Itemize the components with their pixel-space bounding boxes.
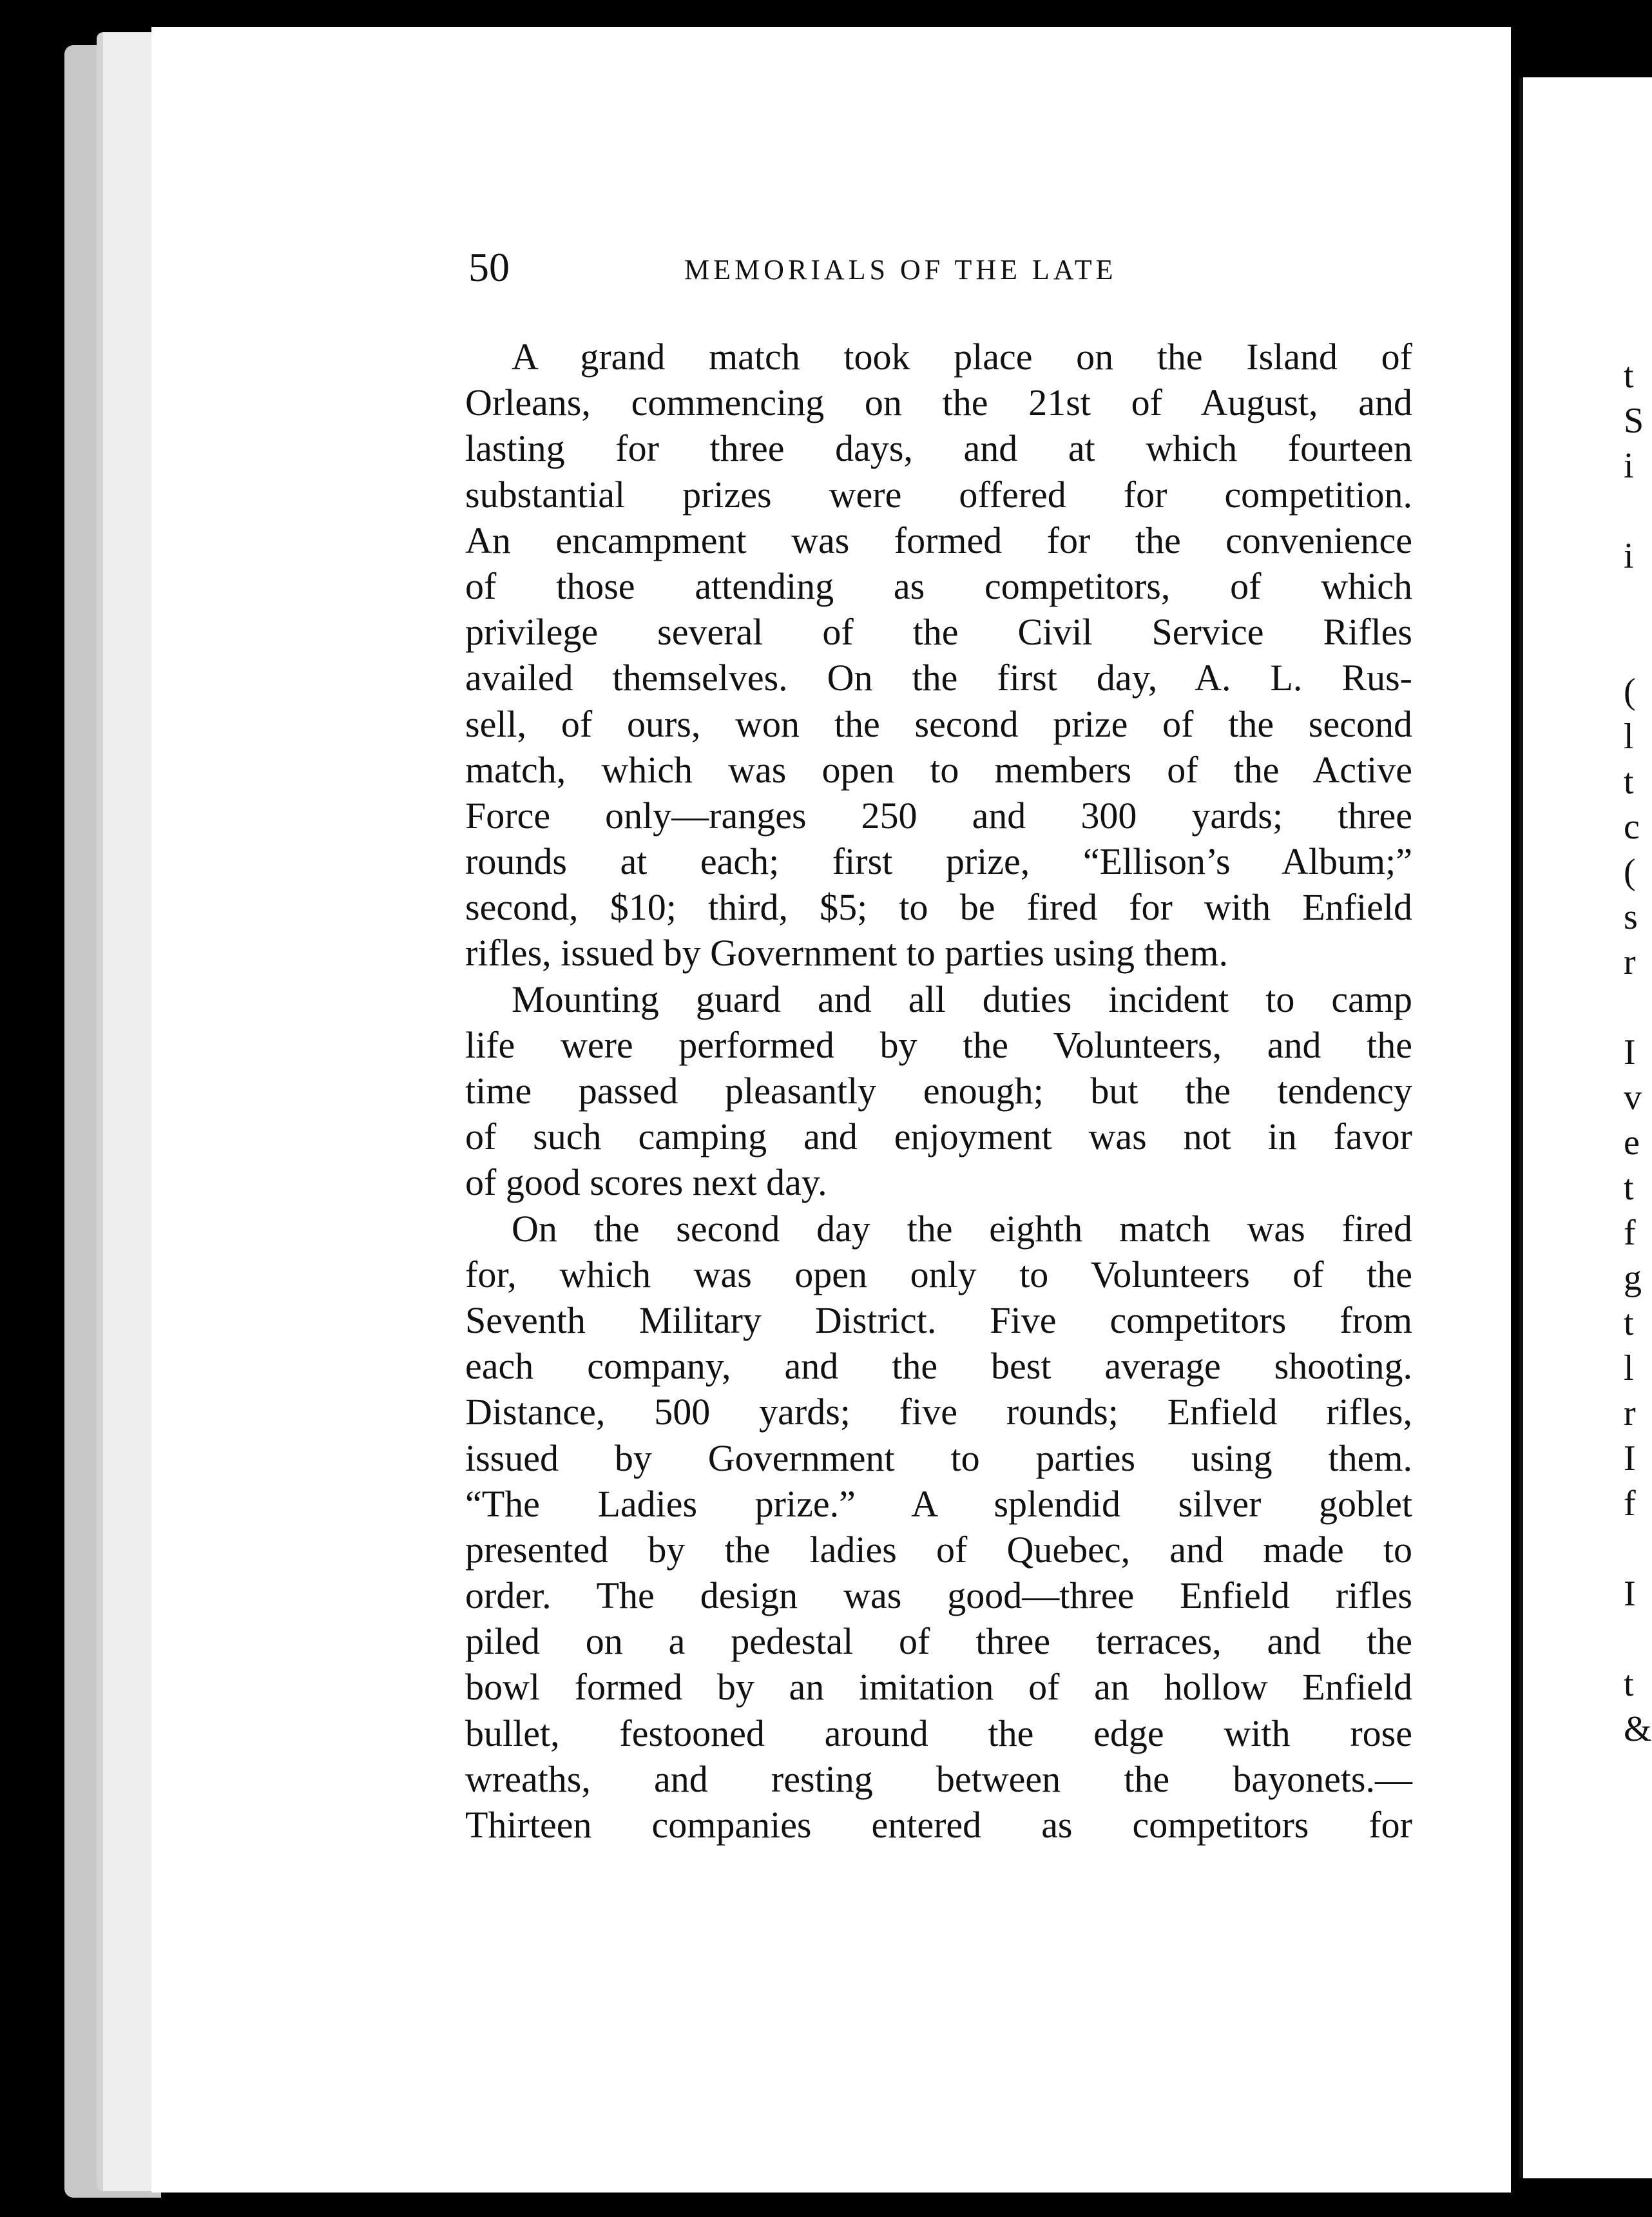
running-head bbox=[468, 242, 1267, 293]
text-line: Force only—ranges 250 and 300 yards; three bbox=[465, 794, 1412, 837]
text-line: availed themselves. On the first day, A. L. Rus- bbox=[465, 657, 1412, 699]
text-line: “The Ladies prize.” A splendid silver goblet bbox=[465, 1482, 1412, 1525]
text-line: match, which was open to members of the Active bbox=[465, 748, 1412, 791]
text-line: second, $10; third, $5; to be fired for with Enfield bbox=[465, 886, 1412, 929]
text-line: privilege several of the Civil Service Rifles bbox=[465, 611, 1412, 653]
facing-letter bbox=[1624, 489, 1649, 534]
text-line: lasting for three days, and at which fourteen bbox=[465, 427, 1412, 470]
text-line: rifles, issued by Government to parties using them. bbox=[465, 932, 1228, 974]
running-title: MEMORIALS OF THE LATE bbox=[684, 254, 1117, 286]
text-line: bowl formed by an imitation of an hollow Enfield bbox=[465, 1666, 1412, 1709]
text-line: rounds at each; first prize, “Ellison’s Album;” bbox=[465, 840, 1412, 883]
text-line: Thirteen companies entered as competitors for bbox=[465, 1804, 1412, 1846]
facing-letter: l bbox=[1624, 1348, 1634, 1388]
facing-letter: g bbox=[1624, 1258, 1642, 1298]
facing-letter: I bbox=[1624, 1032, 1636, 1072]
facing-letter bbox=[1624, 1526, 1649, 1571]
facing-letter: t bbox=[1624, 762, 1634, 802]
text-line: A grand match took place on the Island of bbox=[512, 336, 1412, 378]
facing-letter: t bbox=[1624, 356, 1634, 396]
facing-letter: i bbox=[1624, 446, 1634, 486]
text-line: Mounting guard and all duties incident to camp bbox=[512, 978, 1412, 1020]
facing-letter: f bbox=[1624, 1484, 1636, 1524]
text-line: presented by the ladies of Quebec, and made to bbox=[465, 1528, 1412, 1571]
facing-page-cut-off-text bbox=[1624, 353, 1652, 1752]
text-line: On the second day the eighth match was fired bbox=[512, 1207, 1412, 1250]
body-text bbox=[465, 334, 1412, 1848]
facing-letter: t bbox=[1624, 1303, 1634, 1343]
facing-letter: r bbox=[1624, 942, 1636, 982]
text-line: An encampment was formed for the convenience bbox=[465, 519, 1412, 561]
facing-letter: i bbox=[1624, 536, 1634, 576]
facing-letter bbox=[1624, 985, 1649, 1030]
facing-letter bbox=[1624, 624, 1649, 669]
text-line: Distance, 500 yards; five rounds; Enfield rifles, bbox=[465, 1391, 1412, 1433]
facing-letter: & bbox=[1624, 1709, 1652, 1749]
facing-letter bbox=[1624, 1616, 1649, 1661]
text-line: each company, and the best average shooting. bbox=[465, 1345, 1412, 1388]
text-line: order. The design was good—three Enfield rifles bbox=[465, 1574, 1412, 1617]
facing-letter bbox=[1624, 579, 1649, 624]
text-line: substantial prizes were offered for competition. bbox=[465, 473, 1412, 516]
text-line: piled on a pedestal of three terraces, and the bbox=[465, 1620, 1412, 1663]
text-line: life were performed by the Volunteers, and the bbox=[465, 1023, 1412, 1066]
facing-letter: S bbox=[1624, 401, 1644, 441]
text-line: bullet, festooned around the edge with rose bbox=[465, 1712, 1412, 1754]
facing-letter: f bbox=[1624, 1213, 1636, 1253]
facing-letter: t bbox=[1624, 1168, 1634, 1208]
page-number: 50 bbox=[468, 244, 510, 290]
text-line: wreaths, and resting between the bayonets.— bbox=[465, 1757, 1412, 1800]
text-line: issued by Government to parties using them. bbox=[465, 1437, 1412, 1479]
facing-letter: r bbox=[1624, 1393, 1636, 1433]
text-line: Seventh Military District. Five competitors from bbox=[465, 1299, 1412, 1341]
text-line: for, which was open only to Volunteers of the bbox=[465, 1253, 1412, 1295]
facing-letter: c bbox=[1624, 807, 1640, 847]
facing-letter: ( bbox=[1624, 672, 1636, 712]
facing-letter: t bbox=[1624, 1664, 1634, 1704]
facing-letter: I bbox=[1624, 1438, 1636, 1478]
text-line: of those attending as competitors, of which bbox=[465, 565, 1412, 607]
text-line: Orleans, commencing on the 21st of August, and bbox=[465, 382, 1412, 424]
text-line: sell, of ours, won the second prize of the second bbox=[465, 702, 1412, 745]
facing-letter: I bbox=[1624, 1574, 1636, 1614]
facing-letter: ( bbox=[1624, 852, 1636, 892]
text-line: of such camping and enjoyment was not in favor bbox=[465, 1116, 1412, 1158]
facing-letter: l bbox=[1624, 717, 1634, 757]
text-line: time passed pleasantly enough; but the tendency bbox=[465, 1070, 1412, 1112]
facing-letter: s bbox=[1624, 897, 1638, 937]
text-line: of good scores next day. bbox=[465, 1161, 827, 1204]
facing-letter: v bbox=[1624, 1078, 1642, 1118]
facing-letter: e bbox=[1624, 1123, 1640, 1163]
